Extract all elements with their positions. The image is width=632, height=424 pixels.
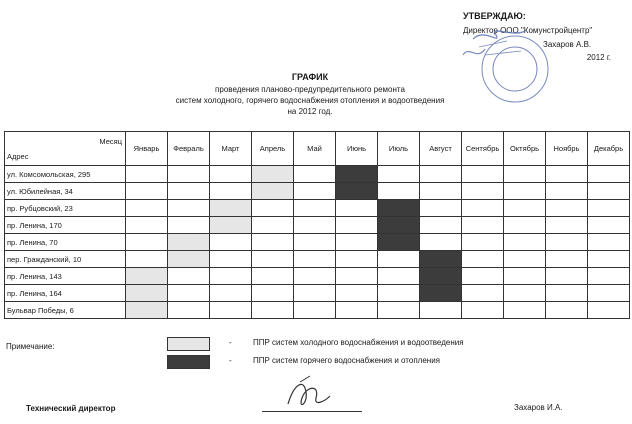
empty-cell: [126, 234, 168, 251]
empty-cell: [210, 302, 252, 319]
empty-cell: [168, 166, 210, 183]
address-cell: пр. Ленина, 170: [5, 217, 126, 234]
month-header: Август: [420, 132, 462, 166]
table-row: [5, 217, 630, 234]
empty-cell: [210, 183, 252, 200]
empty-cell: [294, 183, 336, 200]
hot-water-cell: [420, 268, 462, 285]
approval-year: 2012 г.: [586, 53, 611, 62]
empty-cell: [504, 302, 546, 319]
empty-cell: [378, 302, 420, 319]
empty-cell: [168, 285, 210, 302]
empty-cell: [126, 183, 168, 200]
subtitle-line-1: проведения планово-предупредительного ремонта: [215, 85, 405, 94]
hot-water-cell: [378, 234, 420, 251]
empty-cell: [420, 183, 462, 200]
empty-cell: [546, 217, 588, 234]
month-header: Октябрь: [504, 132, 546, 166]
empty-cell: [462, 302, 504, 319]
legend-cold-swatch: [167, 337, 210, 351]
corner-cell: [5, 132, 126, 166]
empty-cell: [462, 234, 504, 251]
table-row: [5, 183, 630, 200]
empty-cell: [420, 234, 462, 251]
empty-cell: [378, 166, 420, 183]
note-label: Примечание:: [6, 342, 55, 351]
empty-cell: [546, 251, 588, 268]
empty-cell: [168, 217, 210, 234]
cold-water-cell: [168, 234, 210, 251]
legend-hot-swatch: [167, 355, 210, 369]
empty-cell: [504, 200, 546, 217]
empty-cell: [294, 217, 336, 234]
table-row: [5, 200, 630, 217]
empty-cell: [588, 217, 630, 234]
signature-mark: [280, 374, 340, 416]
empty-cell: [546, 200, 588, 217]
empty-cell: [294, 200, 336, 217]
approval-name: Захаров А.В.: [543, 40, 592, 49]
empty-cell: [294, 251, 336, 268]
cold-water-cell: [126, 302, 168, 319]
empty-cell: [126, 217, 168, 234]
empty-cell: [336, 285, 378, 302]
company-stamp: [455, 25, 567, 105]
address-cell: пер. Гражданский, 10: [5, 251, 126, 268]
empty-cell: [294, 302, 336, 319]
empty-cell: [336, 302, 378, 319]
month-header: Апрель: [252, 132, 294, 166]
subtitle-line-3: на 2012 год.: [287, 107, 333, 116]
empty-cell: [168, 302, 210, 319]
empty-cell: [546, 166, 588, 183]
empty-cell: [252, 285, 294, 302]
empty-cell: [294, 234, 336, 251]
table-row: [5, 302, 630, 319]
empty-cell: [378, 183, 420, 200]
empty-cell: [588, 200, 630, 217]
month-header: Май: [294, 132, 336, 166]
empty-cell: [504, 217, 546, 234]
cold-water-cell: [168, 251, 210, 268]
cold-water-cell: [252, 166, 294, 183]
header-row: [5, 132, 630, 166]
empty-cell: [252, 251, 294, 268]
month-header: Июль: [378, 132, 420, 166]
empty-cell: [588, 285, 630, 302]
empty-cell: [252, 268, 294, 285]
empty-cell: [462, 285, 504, 302]
month-header: Ноябрь: [546, 132, 588, 166]
month-header: Декабрь: [588, 132, 630, 166]
subtitle-line-2: систем холодного, горячего водоснабжения отопления и водоотведения: [175, 96, 445, 105]
empty-cell: [294, 166, 336, 183]
cold-water-cell: [252, 183, 294, 200]
empty-cell: [462, 200, 504, 217]
empty-cell: [336, 200, 378, 217]
empty-cell: [420, 217, 462, 234]
table-body: [5, 166, 630, 319]
hot-water-cell: [420, 285, 462, 302]
corner-address-label: Адрес: [7, 152, 29, 161]
hot-water-cell: [336, 183, 378, 200]
empty-cell: [126, 200, 168, 217]
address-cell: пр. Ленина, 70: [5, 234, 126, 251]
empty-cell: [462, 183, 504, 200]
empty-cell: [588, 302, 630, 319]
empty-cell: [126, 251, 168, 268]
legend-hot-text: ППР систем горячего водоснабжения и отопления: [253, 356, 440, 365]
empty-cell: [210, 166, 252, 183]
hot-water-cell: [378, 217, 420, 234]
empty-cell: [168, 183, 210, 200]
empty-cell: [210, 251, 252, 268]
empty-cell: [252, 302, 294, 319]
empty-cell: [504, 285, 546, 302]
address-cell: ул. Юбилейная, 34: [5, 183, 126, 200]
approval-position: Директор ООО "Комунстройцентр": [463, 26, 593, 35]
legend-dash: -: [229, 356, 232, 365]
empty-cell: [252, 217, 294, 234]
month-header: Март: [210, 132, 252, 166]
cold-water-cell: [210, 217, 252, 234]
empty-cell: [504, 268, 546, 285]
empty-cell: [504, 251, 546, 268]
empty-cell: [336, 268, 378, 285]
empty-cell: [546, 285, 588, 302]
address-cell: пр. Ленина, 164: [5, 285, 126, 302]
address-cell: пр. Рубцовский, 23: [5, 200, 126, 217]
legend-dash: -: [229, 338, 232, 347]
empty-cell: [462, 217, 504, 234]
empty-cell: [420, 166, 462, 183]
empty-cell: [378, 285, 420, 302]
empty-cell: [462, 268, 504, 285]
empty-cell: [546, 268, 588, 285]
month-header: Февраль: [168, 132, 210, 166]
empty-cell: [588, 234, 630, 251]
empty-cell: [168, 200, 210, 217]
table-row: [5, 268, 630, 285]
table-row: [5, 234, 630, 251]
empty-cell: [378, 268, 420, 285]
empty-cell: [210, 285, 252, 302]
empty-cell: [336, 234, 378, 251]
empty-cell: [252, 234, 294, 251]
empty-cell: [504, 183, 546, 200]
table-row: [5, 251, 630, 268]
empty-cell: [210, 268, 252, 285]
empty-cell: [420, 302, 462, 319]
hot-water-cell: [378, 200, 420, 217]
empty-cell: [252, 200, 294, 217]
document-title: ГРАФИК: [291, 72, 329, 82]
table-row: [5, 166, 630, 183]
empty-cell: [126, 166, 168, 183]
cold-water-cell: [126, 268, 168, 285]
empty-cell: [336, 251, 378, 268]
month-header: Сентябрь: [462, 132, 504, 166]
address-cell: Бульвар Победы, 6: [5, 302, 126, 319]
empty-cell: [546, 234, 588, 251]
hot-water-cell: [336, 166, 378, 183]
empty-cell: [294, 268, 336, 285]
legend-cold-text: ППР систем холодного водоснабжения и водоотведения: [253, 338, 464, 347]
empty-cell: [546, 183, 588, 200]
empty-cell: [588, 251, 630, 268]
hot-water-cell: [420, 251, 462, 268]
signature-name: Захаров И.А.: [514, 403, 563, 412]
cold-water-cell: [210, 200, 252, 217]
empty-cell: [462, 251, 504, 268]
empty-cell: [168, 268, 210, 285]
schedule-table: [4, 131, 630, 319]
empty-cell: [546, 302, 588, 319]
empty-cell: [210, 234, 252, 251]
table-row: [5, 285, 630, 302]
empty-cell: [588, 268, 630, 285]
empty-cell: [588, 166, 630, 183]
empty-cell: [420, 200, 462, 217]
address-cell: пр. Ленина, 143: [5, 268, 126, 285]
month-header: Январь: [126, 132, 168, 166]
signature-title: Технический директор: [26, 404, 116, 413]
empty-cell: [462, 166, 504, 183]
empty-cell: [378, 251, 420, 268]
empty-cell: [336, 217, 378, 234]
approval-heading: УТВЕРЖДАЮ:: [463, 11, 526, 21]
cold-water-cell: [126, 285, 168, 302]
empty-cell: [504, 234, 546, 251]
empty-cell: [588, 183, 630, 200]
empty-cell: [504, 166, 546, 183]
empty-cell: [294, 285, 336, 302]
address-cell: ул. Комсомольская, 295: [5, 166, 126, 183]
month-header: Июнь: [336, 132, 378, 166]
corner-month-label: Месяц: [99, 137, 122, 146]
